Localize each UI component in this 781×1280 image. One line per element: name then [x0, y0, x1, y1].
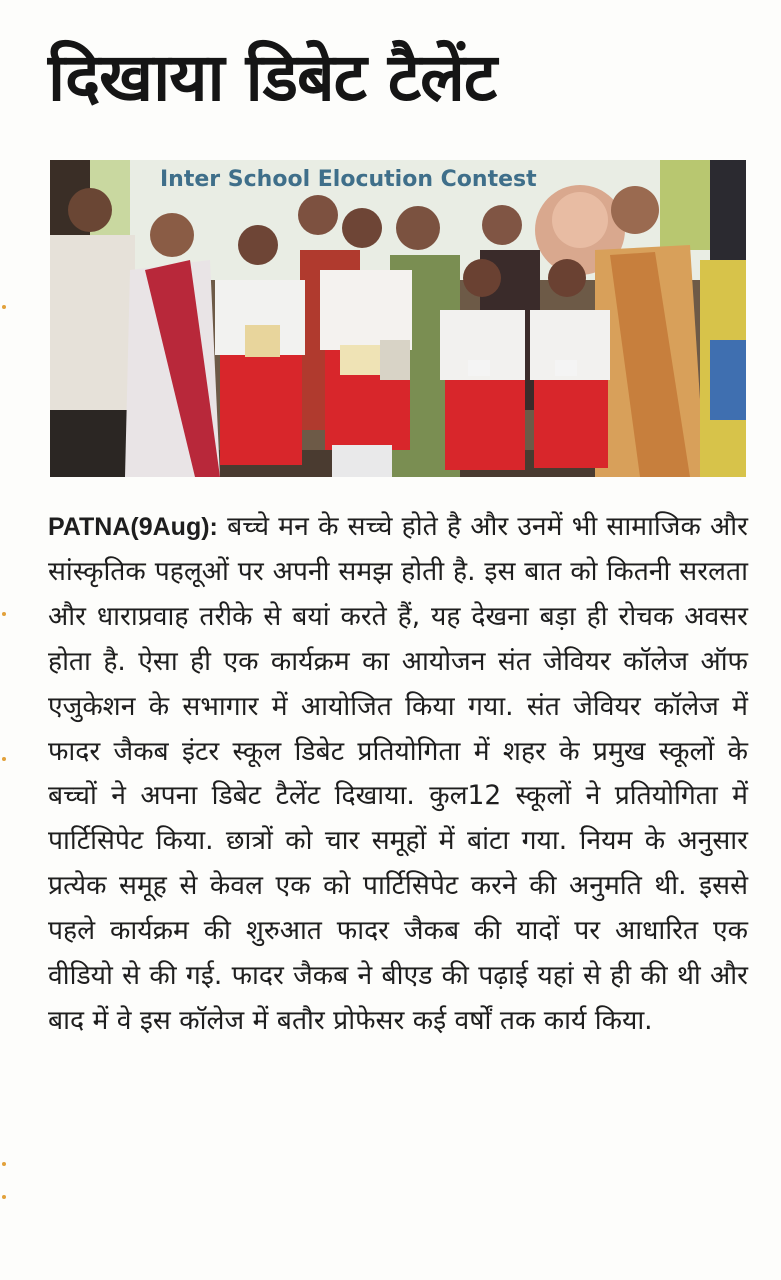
headline: दिखाया डिबेट टैलेंट: [48, 39, 497, 116]
group-photo-illustration: [50, 160, 746, 477]
margin-dot: [2, 757, 6, 761]
margin-dot: [2, 305, 6, 309]
article-body: [48, 505, 748, 1044]
margin-dot: [2, 1195, 6, 1199]
news-photo: [50, 160, 746, 477]
article-body-text: बच्चे मन के सच्चे होते है और उनमें भी सामाजिक और सांस्कृतिक पहलूओं पर अपनी समझ होती है. इस बात को कितनी सरलता और धाराप्रवाह तरीके से बयां करते हैं, यह देखना बड़ा ही रोचक अवसर होता है. ऐसा ही एक कार्यक्रम का आयोजन संत जेवियर कॉलेज ऑफ एजुकेशन के सभागार में आयोजित किया गया. संत जेवियर कॉलेज में फादर जैकब इंटर स्कूल डिबेट प्रतियोगिता में शहर के प्रमुख स्कूलों के बच्चों ने अपना डिबेट टैलेंट दिखाया. कुल12 स्कूलों ने प्रतियोगिता में पार्टिसिपेट किया. छात्रों को चार समूहों में बांटा गया. नियम के अनुसार प्रत्येक समूह से केवल एक को पार्टिसिपेट करने की अनुमति थी. इससे पहले कार्यक्रम की शुरुआत फादर जैकब की यादों पर आधारित एक वीडियो से की गई. फादर जैकब ने बीएड की पढ़ाई यहां से ही की थी और बाद में वे इस कॉलेज में बतौर प्रोफेसर कई वर्षों तक कार्य किया.: [48, 511, 748, 1036]
banner-text: Inter School Elocution Contest: [160, 167, 537, 192]
margin-dot: [2, 612, 6, 616]
dateline: PATNA(9Aug):: [48, 513, 218, 541]
margin-dot: [2, 1162, 6, 1166]
